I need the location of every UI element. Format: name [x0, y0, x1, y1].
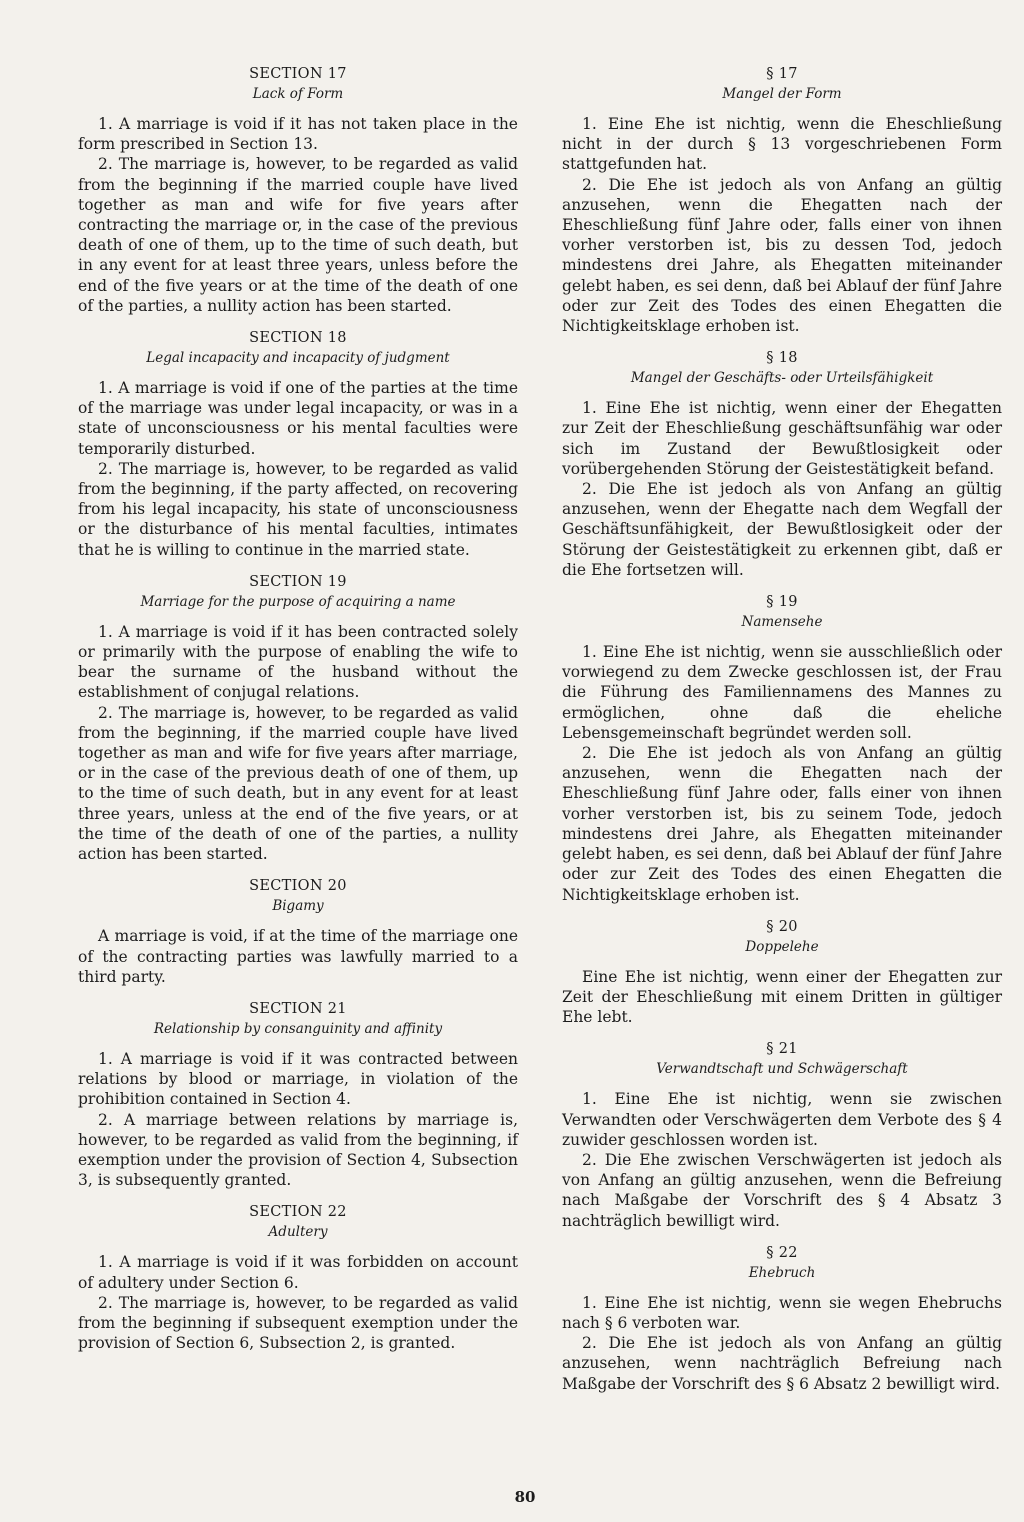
section-heading: SECTION 18 [249, 330, 347, 347]
section-paragraph: 1. A marriage is void if it has not taken place in the form prescribed in Section 13. [78, 115, 518, 154]
section-title: Namensehe [741, 614, 823, 631]
german-section-4 [562, 1041, 1002, 1230]
german-section-1 [562, 350, 1002, 580]
section-paragraph: 1. Eine Ehe ist nichtig, wenn die Eheschließung nicht in der durch § 13 vorgeschriebenen Form stattgefunden hat. [562, 115, 1002, 174]
section-paragraph: 2. The marriage is, however, to be regarded as valid from the beginning if the married couple have lived together as man and wife for five years after contracting the marriage or, in the case of the previous death of one of them, up to the time of such death, but in any event for at least three years, unless before the end of the five years or at the time of the death of one of the parties, a nullity action has been started. [78, 155, 518, 315]
section-paragraph: 2. Die Ehe ist jedoch als von Anfang an gültig anzusehen, wenn der Ehegatte nach dem Wegfall der Geschäftsunfähigkeit, der Bewußtlosigkeit oder der Störung der Geistestätigkeit zu erkennen gibt, daß er die Ehe fortsetzen will. [562, 480, 1002, 579]
german-section-2 [562, 594, 1002, 905]
section-title: Mangel der Form [722, 86, 842, 102]
section-paragraph: 2. Die Ehe zwischen Verschwägerten ist jedoch als von Anfang an gültig anzusehen, wenn die Befreiung nach Maßgabe der Vorschrift des § 4 Absatz 3 nachträglich bewilligt wird. [562, 1150, 1002, 1230]
section-paragraph: 1. A marriage is void if it was forbidden on account of adultery under Section 6. [78, 1253, 518, 1292]
english-section-5 [78, 1204, 518, 1353]
section-heading: § 18 [766, 350, 798, 367]
section-paragraph: A marriage is void, if at the time of the marriage one of the contracting parties was lawfully married to a third party. [78, 927, 518, 986]
section-heading: SECTION 21 [249, 1000, 347, 1017]
section-heading: § 20 [766, 918, 798, 935]
english-section-4 [78, 1001, 518, 1190]
german-column [562, 66, 1002, 1408]
section-paragraph: 2. The marriage is, however, to be regarded as valid from the beginning, if the party affected, on recovering from his legal incapacity, his state of unconsciousness or the disturbance of his mental faculties, intimates that he is willing to continue in the married state. [78, 459, 518, 559]
section-paragraph: 1. Eine Ehe ist nichtig, wenn sie ausschließlich oder vorwiegend zu dem Zwecke geschlossen ist, der Frau die Führung des Familiennamens des Mannes zu ermöglichen, ohne daß die eheliche Lebensgemeinschaft begründet werden soll. [562, 643, 1002, 742]
section-heading: SECTION 19 [249, 573, 347, 590]
section-heading: § 17 [766, 66, 798, 82]
english-column [78, 66, 518, 1367]
english-section-0 [78, 66, 518, 316]
section-title: Bigamy [272, 898, 324, 915]
section-paragraph: 2. Die Ehe ist jedoch als von Anfang an gültig anzusehen, wenn die Ehegatten nach der Eheschließung fünf Jahre oder, falls einer von ihnen vorher verstorben ist, bis zu dessen Tod, jedoch mindestens drei Jahre, als Ehegatten miteinander gelebt haben, es sei denn, daß bei Ablauf der fünf Jahre oder zur Zeit des Todes des einen Ehegatten die Nichtigkeitsklage erhoben ist. [562, 175, 1002, 336]
section-paragraph: 2. The marriage is, however, to be regarded as valid from the beginning, if the married couple have lived together as man and wife for five years after marriage, or in the case of the previous death of one of them, up to the time of such death, but in any event for at least three years, unless at the end of the five years, or at the time of the death of one of the parties, a nullity action has been started. [78, 703, 518, 864]
section-title: Legal incapacity and incapacity of judgment [146, 350, 450, 367]
section-title: Doppelehe [745, 938, 819, 955]
section-paragraph: 1. Eine Ehe ist nichtig, wenn sie zwischen Verwandten oder Verschwägerten dem Verbote des § 4 zuwider geschlossen worden ist. [562, 1090, 1002, 1149]
english-section-3 [78, 878, 518, 987]
section-title: Adultery [268, 1224, 328, 1241]
section-heading: § 21 [766, 1041, 798, 1058]
section-paragraph: 2. The marriage is, however, to be regarded as valid from the beginning if subsequent exemption under the provision of Section 6, Subsection 2, is granted. [78, 1293, 518, 1353]
section-title: Verwandtschaft und Schwägerschaft [656, 1061, 908, 1078]
section-title: Marriage for the purpose of acquiring a name [140, 593, 456, 610]
section-heading: SECTION 20 [249, 878, 347, 895]
section-title: Mangel der Geschäfts- oder Urteilsfähigkeit [630, 370, 934, 387]
section-paragraph: 1. Eine Ehe ist nichtig, wenn sie wegen Ehebruchs nach § 6 verboten war. [562, 1293, 1002, 1332]
section-paragraph: 1. A marriage is void if it was contracted between relations by blood or marriage, in violation of the prohibition contained in Section 4. [78, 1049, 518, 1109]
section-paragraph: 1. A marriage is void if one of the parties at the time of the marriage was under legal incapacity, or was in a state of unconsciousness or his mental faculties were temporarily disturbed. [78, 379, 518, 458]
section-paragraph: 2. Die Ehe ist jedoch als von Anfang an gültig anzusehen, wenn nachträglich Befreiung nach Maßgabe der Vorschrift des § 6 Absatz 2 bewilligt wird. [562, 1334, 1002, 1393]
section-paragraph: 1. A marriage is void if it has been contracted solely or primarily with the purpose of enabling the wife to bear the surname of the husband without the establishment of conjugal relations. [78, 622, 518, 702]
section-heading: SECTION 17 [249, 66, 347, 82]
section-heading: § 19 [766, 594, 798, 611]
section-paragraph: 2. Die Ehe ist jedoch als von Anfang an gültig anzusehen, wenn die Ehegatten nach der Eheschließung fünf Jahre oder, falls einer von ihnen vorher verstorben ist, bis zu seinem Tode, jedoch mindestens drei Jahre, als Ehegatten miteinander gelebt haben, es sei denn, daß bei Ablauf der fünf Jahre oder zur Zeit des Todes des einen Ehegatten die Nichtigkeitsklage erhoben ist. [562, 744, 1002, 904]
section-paragraph: Eine Ehe ist nichtig, wenn einer der Ehegatten zur Zeit der Eheschließung mit einem Dritten in gültiger Ehe lebt. [562, 967, 1002, 1027]
section-title: Relationship by consanguinity and affinity [153, 1020, 443, 1037]
english-section-1 [78, 330, 518, 560]
section-title: Ehebruch [748, 1264, 816, 1281]
section-paragraph: 2. A marriage between relations by marriage is, however, to be regarded as valid from the beginning, if exemption under the provision of Section 4, Subsection 3, is subsequently granted. [78, 1110, 518, 1190]
section-paragraph: 1. Eine Ehe ist nichtig, wenn einer der Ehegatten zur Zeit der Eheschließung geschäftsunfähig war oder sich im Zustand der Bewußtlosigkeit oder vorübergehenden Störung der Geistestätigkeit befand. [562, 399, 1002, 478]
german-section-0 [562, 66, 1002, 336]
page-number: 80 [514, 1488, 536, 1506]
german-section-3 [562, 919, 1002, 1028]
english-section-2 [78, 574, 518, 864]
german-section-5 [562, 1245, 1002, 1394]
section-title: Lack of Form [252, 86, 344, 102]
section-heading: § 22 [766, 1244, 798, 1261]
section-heading: SECTION 22 [249, 1204, 347, 1221]
